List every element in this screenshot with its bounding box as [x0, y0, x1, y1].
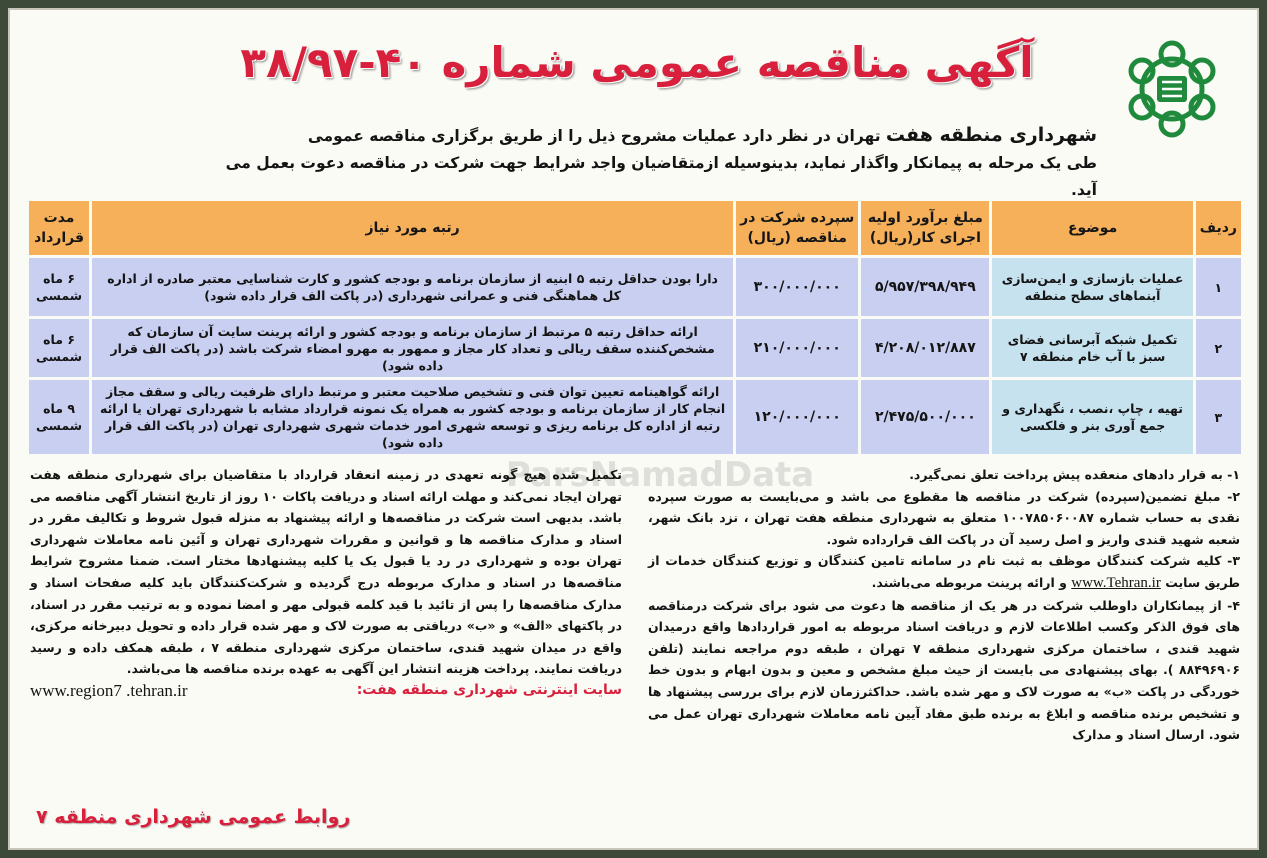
table-row: [29, 380, 1241, 454]
tehran-site-link[interactable]: www.Tehran.ir: [1071, 574, 1161, 591]
term-2: ۲- مبلغ تضمین(سپرده) شرکت در مناقصه ها مقطوع می باشد و می‌بایست به صورت سپرده نقدی به حساب شماره ۱۰۰۷۸۵۰۶۰۰۸۷ متعلق به شهرداری منطقه هفت تهران ، نزد بانک شهر، شعبه شهید قندی واریز و اصل رسید آن در پاکت الف قرارداده شود.: [648, 488, 1240, 547]
cell-duration: ۹ ماه شمسی: [29, 380, 89, 454]
term-4: ۴- از پیمانکاران داوطلب شرکت در هر یک از مناقصه ها دعوت می شود برای شرکت درمناقصه های فوق الذکر وکسب اطلاعات لازم و دریافت اسناد مربوطه به امور قراردادها واقع درمیدان شهید قندی ، ساختمان مرکزی شهرداری منطقه ۷ تهران ، طبقه دوم مراجعه نمایند (تلفن ۸۸۴۹۶۹۰۶ ). بهای پیشنهادی می بایست از حیث مبلغ مشخص و معین و بدون ابهام و بدون خط خوردگی در پاکت «ب» به صورت لاک و مهر شده باشد. حداکثرزمان لازم برای بررسی پیشنهاد ها و تشخیص برنده مناقصه و ابلاغ به برنده طبق مفاد آیین نامه معاملات شهرداری تهران عمل می شود. ارسال اسناد و مدارک: [648, 597, 1241, 743]
intro-line-2: طی یک مرحله به پیمانکار واگذار نماید، بدینوسیله ازمتقاضیان واجد شرایط جهت شرکت در مناقصه دعوت بعمل می آید.: [225, 154, 1097, 199]
header-duration: مدت قرارداد: [29, 201, 89, 255]
header-deposit: سپرده شرکت در مناقصه (ریال): [736, 201, 858, 255]
website-label: سایت اینترنتی شهرداری منطقه هفت:: [356, 681, 622, 698]
website-row: [30, 680, 622, 702]
term-3-text: ۳- کلیه شرکت کنندگان موظف به ثبت نام در سامانه تامین کنندگان و توزیع کنندگان خدمات از طریق سایت: [648, 553, 1240, 590]
table-header-row: [29, 201, 1241, 255]
cell-subject: تکمیل شبکه آبرسانی فضای سبز با آب خام منطقه ۷: [992, 319, 1192, 377]
tenders-table: [26, 198, 1244, 457]
table-row: [29, 258, 1241, 316]
intro-paragraph: [197, 122, 1097, 204]
organization-name: شهرداری منطقه هفت: [885, 124, 1097, 146]
header-estimate: مبلغ برآورد اولیه اجرای کار(ریال): [861, 201, 989, 255]
term-1: ۱- به قرار دادهای منعقده پیش پرداخت تعلق نمی‌گیرد.: [909, 467, 1240, 482]
cell-estimate: ۲/۴۷۵/۵۰۰/۰۰۰: [861, 380, 989, 454]
tehran-municipality-logo-icon: [1117, 40, 1227, 138]
cell-estimate: ۵/۹۵۷/۳۹۸/۹۴۹: [861, 258, 989, 316]
cell-rank: دارا بودن حداقل رتبه ۵ ابنیه از سازمان برنامه و بودجه کشور و کارت شناسایی معتبر صادره از اداره کل هماهنگی فنی و عمرانی شهرداری (در پاکت الف قرار داده شود): [92, 258, 733, 316]
terms-continued: تکمیل شده هیچ گونه تعهدی در زمینه انعقاد قرارداد با متقاضیان برای شهرداری منطقه هفت تهران ایجاد نمی‌کند و مهلت ارائه اسناد و دریافت پاکات ۱۰ روز از تاریخ انتشار آگهی مناقصه می باشد. بدیهی است شرکت در مناقصه‌ها و ارائه پیشنهاد به منزله قبول شروط و تکالیف مقرر در اسناد و مدارک مناقصه ها و قوانین و مقررات شهرداری تهران و آئین نامه معاملات شهرداری تهران بوده و شهرداری در رد یا قبول یک یا کلیه پیشنهادها مختار است. ضمنا مشروح شرایط مناقصه‌ها در اسناد و مدارک مربوطه درج گردیده و شرکت‌کنندگان باید کلیه صفحات اسناد و مدارک مناقصه‌ها را پس از تائید با قید کلمه قبولی مهر و امضا نموده و به ترتیب مقرر در اسناد، در پاکتهای «الف» و «ب» دریافتی به صورت لاک و مهر شده قرار داده و تحویل دبیرخانه مرکزی، واقع در میدان شهید قندی، ساختمان مرکزی شهرداری منطقه ۷ ، طبقه همکف داده و رسید دریافت نمایند. پرداخت هزینه انتشار این آگهی به عهده برنده مناقصه ها می‌باشد.: [30, 467, 622, 677]
header-subject: موضوع: [992, 201, 1192, 255]
cell-row-number: ۱: [1196, 258, 1241, 316]
term-3: [648, 550, 1240, 594]
cell-rank: ارائه حداقل رتبه ۵ مرتبط از سازمان برنامه و بودجه کشور و ارائه پرینت سایت آن سازمان که مشخص‌کننده سقف ریالی و تعداد کار مجاز و ممهور به مهرو امضاء شرکت باشد (در پاکت الف قرار داده شود): [92, 319, 733, 377]
header-row-number: ردیف: [1196, 201, 1241, 255]
notice-headline: آگهی مناقصه عمومی شماره ۴۰-۳۸/۹۷: [240, 38, 1034, 87]
cell-estimate: ۴/۲۰۸/۰۱۲/۸۸۷: [861, 319, 989, 377]
cell-rank: ارائه گواهینامه تعیین توان فنی و تشخیص صلاحیت معتبر و مرتبط دارای ظرفیت ریالی و سقف مجاز انجام کار از سازمان برنامه و بودجه کشور به همراه یک نمونه قرارداد مشابه با شهرداری تهران یا ارائه رتبه از اداره کل برنامه ریزی و توسعه شهری امور خدمات شهری شهرداری تهران (در پاکت الف قرار داده شود): [92, 380, 733, 454]
public-relations-signature: روابط عمومی شهرداری منطقه ۷: [36, 806, 351, 828]
watermark: ParsNamadData: [505, 455, 815, 495]
cell-subject: تهیه ، چاپ ،نصب ، نگهداری و جمع آوری بنر و فلکسی: [992, 380, 1192, 454]
region7-site-link[interactable]: www.region7 .tehran.ir: [30, 680, 188, 700]
terms-right-column: [648, 464, 1240, 746]
cell-row-number: ۳: [1196, 380, 1241, 454]
cell-row-number: ۲: [1196, 319, 1241, 377]
cell-deposit: ۳۰۰/۰۰۰/۰۰۰: [736, 258, 858, 316]
terms-section: [30, 464, 1240, 764]
cell-duration: ۶ ماه شمسی: [29, 258, 89, 316]
term-3-tail: و ارائه پرینت مربوطه می‌باشند.: [871, 574, 1067, 590]
cell-duration: ۶ ماه شمسی: [29, 319, 89, 377]
cell-deposit: ۲۱۰/۰۰۰/۰۰۰: [736, 319, 858, 377]
header-rank: رتبه مورد نیاز: [92, 201, 733, 255]
intro-line-1: تهران در نظر دارد عملیات مشروح ذیل را از طریق برگزاری مناقصه عمومی: [307, 127, 881, 145]
table-row: [29, 319, 1241, 377]
terms-left-column: [30, 464, 622, 702]
cell-deposit: ۱۲۰/۰۰۰/۰۰۰: [736, 380, 858, 454]
notice-sheet: [8, 8, 1259, 850]
cell-subject: عملیات بازسازی و ایمن‌سازی آبنماهای سطح منطقه: [992, 258, 1192, 316]
